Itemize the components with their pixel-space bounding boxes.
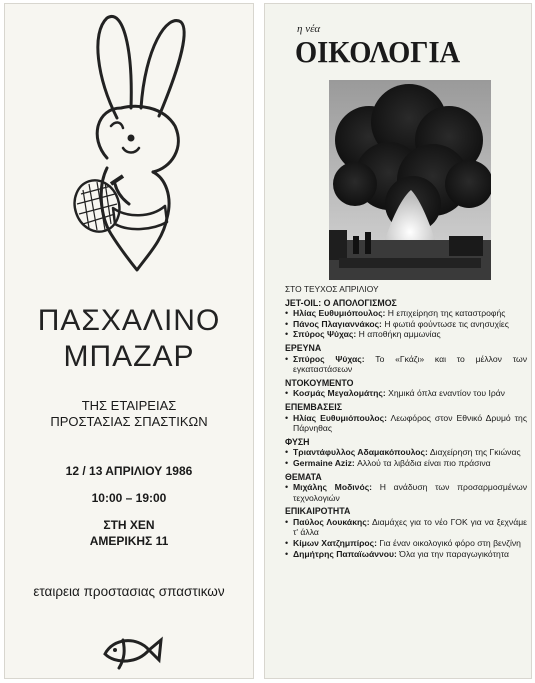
smoke-fire-photo (329, 80, 491, 280)
bazaar-title-line2: ΜΠΑΖΑΡ (63, 340, 195, 373)
table-of-contents (285, 284, 527, 559)
section-title: JET-OIL: Ο ΑΠΟΛΟΓΙΣΜΟΣ (285, 297, 397, 308)
list-item: • Ηλίας Ευθυμιόπουλος: Η επιχείρηση της καταστροφής (285, 308, 527, 319)
list-item: • Πάνος Πλαγιαννάκος: Η φωτιά φούντωσε τις ανησυχίες (285, 319, 527, 330)
bunny-with-racket-illustration (67, 8, 197, 283)
list-item: • Μιχάλης Μοδινός: Η ανάδυση των προσαρμοσμένων τεχνολογιών (285, 482, 527, 503)
magazine-prefix: η νέα (297, 23, 321, 35)
list-item: • Σπύρος Ψύχας: Η αποθήκη αμμωνίας (285, 329, 527, 340)
section-title: ΕΠΕΜΒΑΣΕΙΣ (285, 401, 342, 412)
magazine-page (264, 3, 532, 679)
fish-logo-icon (97, 624, 167, 676)
list-item: • Παύλος Λουκάκης: Διαμάχες για το νέο ΓΟΚ για να ξεχνάμε τ' άλλα (285, 517, 527, 538)
issue-label: ΣΤΟ ΤΕΥΧΟΣ ΑΠΡΙΛΙΟΥ (285, 284, 379, 294)
list-item: • Τριαντάφυλλος Αδαμακόπουλος: Διαχείρηση της Γκιώνας (285, 447, 527, 458)
section-title: ΕΠΙΚΑΙΡΟΤΗΤΑ (285, 506, 351, 517)
section-title: ΝΤΟΚΟΥΜΕΝΤΟ (285, 377, 354, 388)
section-title: ΦΥΣΗ (285, 436, 310, 447)
subtitle-line2: ΠΡΟΣΤΑΣΙΑΣ ΣΠΑΣΤΙΚΩΝ (50, 414, 208, 429)
list-item: • Germaine Aziz: Αλλού τα λιβάδια είναι πιο πράσινα (285, 458, 527, 469)
section-title: ΘΕΜΑΤΑ (285, 471, 322, 482)
bazaar-flyer (4, 3, 254, 679)
subtitle-line1: ΤΗΣ ΕΤΑΙΡΕΙΑΣ (81, 398, 177, 413)
list-item: • Δημήτρης Παπαϊωάννου: Όλα για την παραγωγικότητα (285, 549, 527, 560)
list-item: • Κίμων Χατζημπίρος: Για έναν οικολογικό φόρο στη βενζίνη (285, 538, 527, 549)
list-item: • Ηλίας Ευθυμιόπουλος: Λεωφόρος στον Εθνικό Δρυμό της Πάρνηθας (285, 413, 527, 434)
list-item: • Σπύρος Ψύχας: Το «Γκάζι» και το μέλλον των εγκαταστάσεων (285, 354, 527, 375)
bazaar-title-line1: ΠΑΣΧΑΛΙΝΟ (37, 304, 221, 337)
organization-name: εταιρεια προστασιας σπαστικων (33, 584, 225, 599)
event-date: 12 / 13 ΑΠΡΙΛΙΟΥ 1986 (65, 464, 193, 478)
venue-line1: ΣΤΗ ΧΕΝ (103, 518, 155, 532)
list-item: • Κοσμάς Μεγαλομάτης: Χημικά όπλα εναντίον του Ιράν (285, 388, 527, 399)
event-time: 10:00 – 19:00 (91, 491, 167, 505)
venue-line2: ΑΜΕΡΙΚΗΣ 11 (89, 534, 169, 548)
section-title: ΕΡΕΥΝΑ (285, 342, 322, 353)
magazine-title: ΟΙΚΟΛΟΓΙΑ (295, 34, 461, 69)
